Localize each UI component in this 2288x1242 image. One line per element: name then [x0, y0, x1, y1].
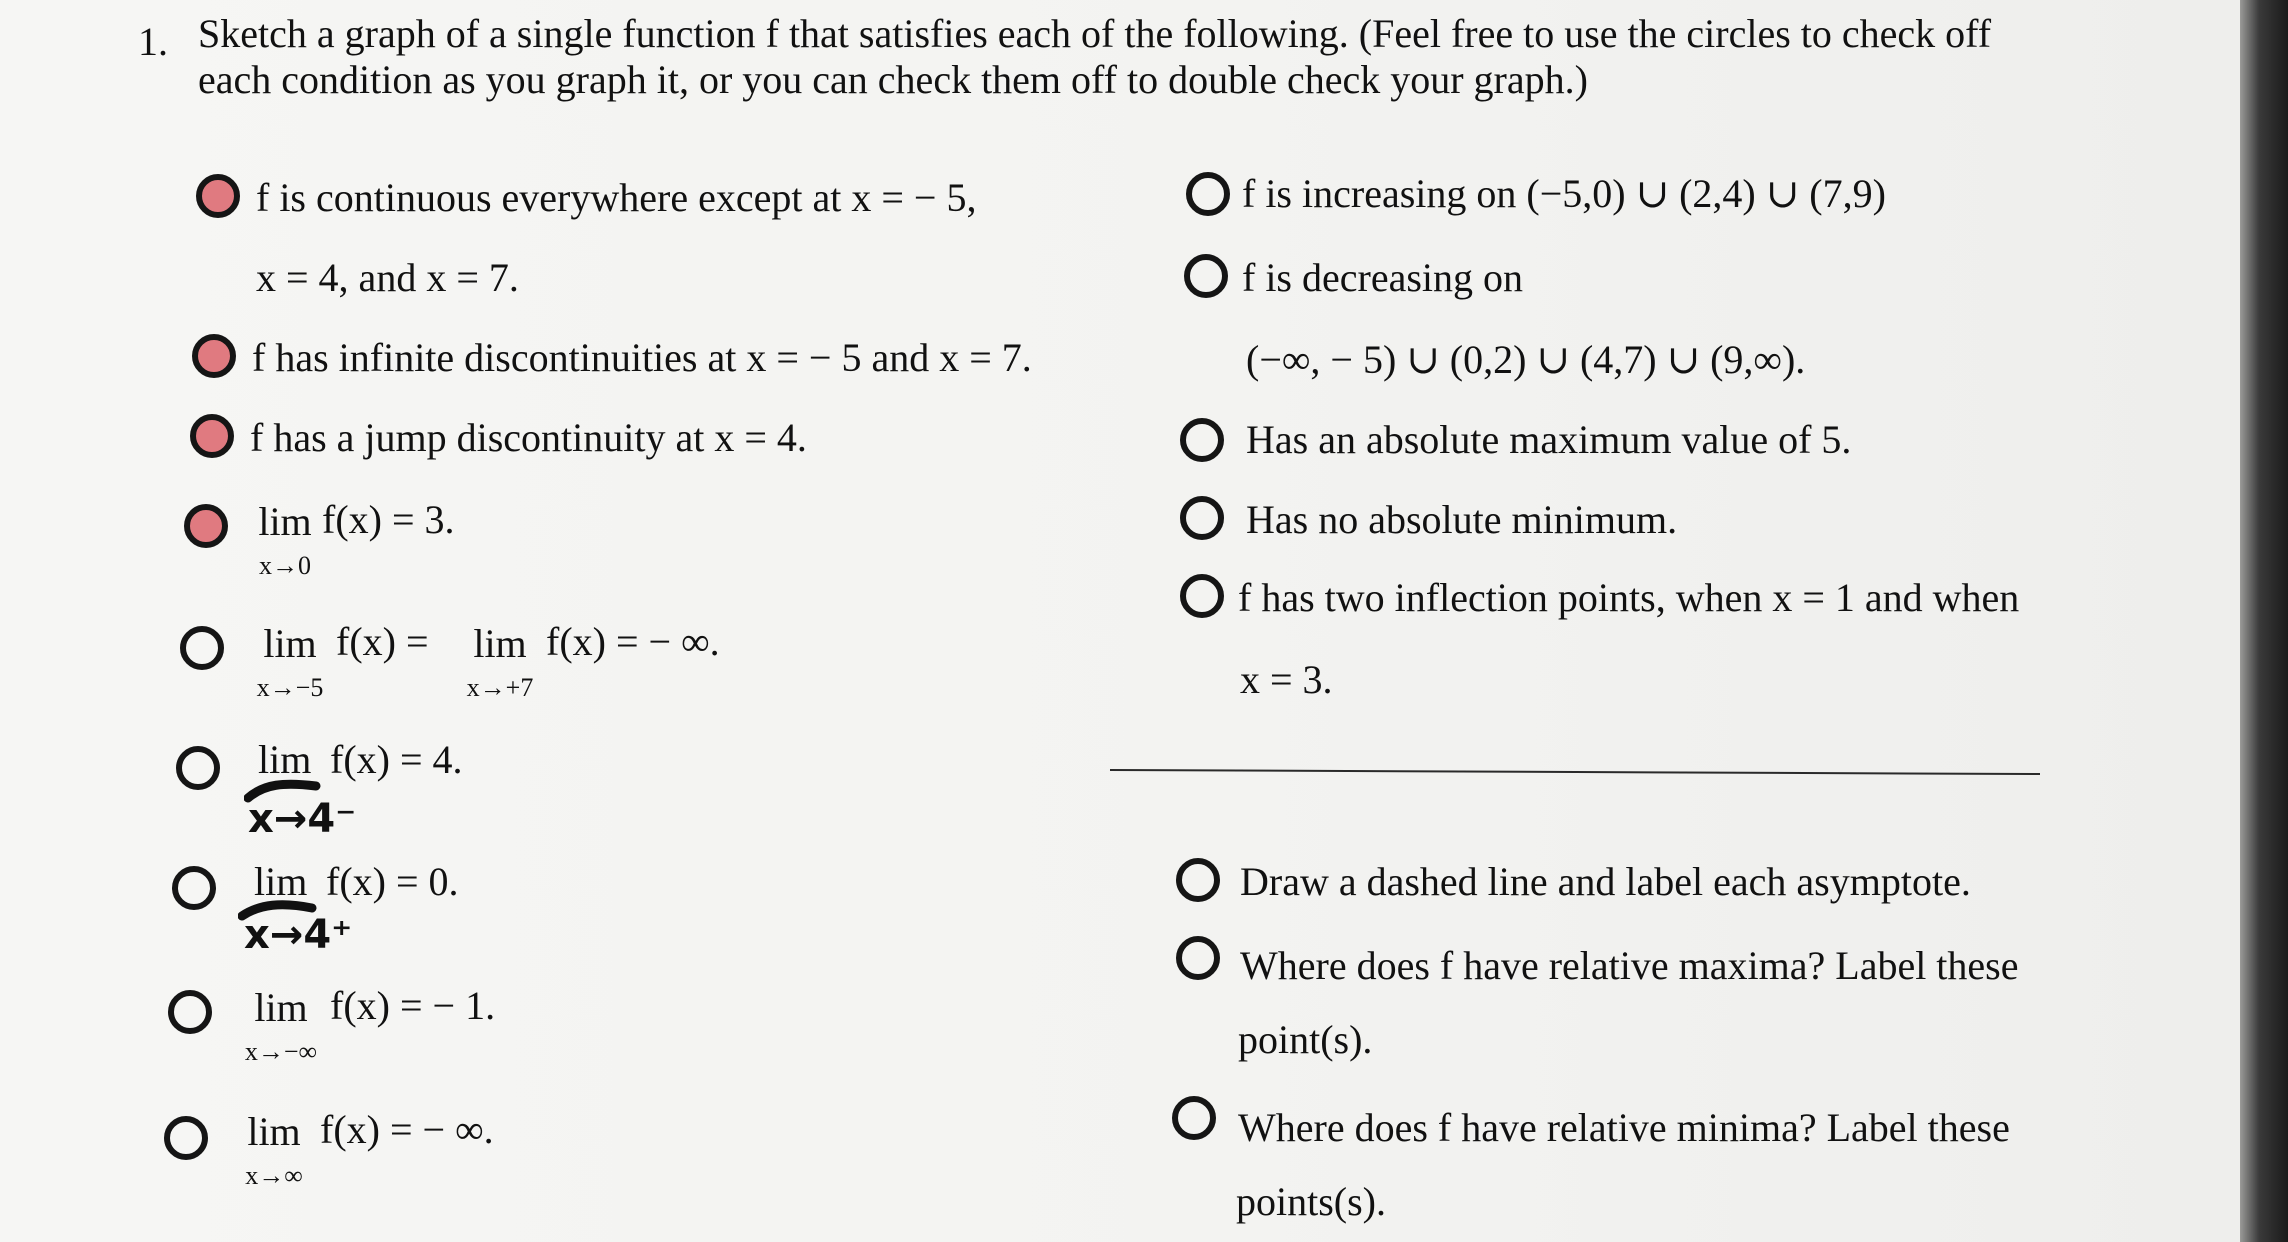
check-circle-increasing[interactable] — [1186, 172, 1230, 216]
limit-expression-4-left: f(x) = 4. — [330, 737, 463, 782]
limit-expression-neg-infinity-value: f(x) = − 1. — [330, 983, 496, 1028]
handwritten-subscript-4-left: x→4⁻ — [248, 796, 357, 842]
condition-continuous: f is continuous everywhere except at x = − 5, — [256, 175, 977, 220]
condition-inflection-points: f has two inflection points, when x = 1 and when — [1238, 575, 2020, 620]
check-circle-absolute-maximum[interactable] — [1180, 418, 1224, 462]
limit-operator-4-right: lim — [254, 859, 308, 904]
condition-continuous-cont: x = 4, and x = 7. — [256, 255, 519, 300]
limit-operator-infinity: lim x→∞ — [245, 1109, 303, 1190]
check-circle-jump-discontinuity[interactable] — [190, 414, 234, 458]
check-circle-continuous[interactable] — [196, 174, 240, 218]
limit-mid-expression: f(x) = — [336, 619, 429, 664]
scribble-mark — [238, 896, 318, 926]
condition-decreasing: f is decreasing on — [1242, 255, 1524, 300]
condition-infinite-discontinuities: f has infinite discontinuities at x = − 5 and x = 7. — [252, 335, 1032, 380]
limit-expression-infinity-value: f(x) = − ∞. — [320, 1107, 494, 1152]
condition-inflection-points-cont: x = 3. — [1240, 657, 1333, 702]
question-number: 1. — [138, 19, 168, 64]
page-edge — [2240, 0, 2288, 1242]
condition-jump-discontinuity: f has a jump discontinuity at x = 4. — [250, 415, 807, 460]
condition-increasing: f is increasing on (−5,0) ∪ (2,4) ∪ (7,9) — [1242, 171, 1886, 216]
scribble-mark — [244, 776, 324, 806]
check-circle-absolute-minimum[interactable] — [1180, 496, 1224, 540]
check-circle-lim-4-left[interactable] — [176, 746, 220, 790]
condition-absolute-maximum: Has an absolute maximum value of 5. — [1246, 417, 1852, 462]
question-line-1: Sketch a graph of a single function f that satisfies each of the following. (Feel free to use the circles to check off — [198, 11, 1992, 56]
limit-operator: lim x→0 — [258, 499, 312, 580]
question-line-2: each condition as you graph it, or you can check them off to double check your graph.) — [198, 57, 1588, 102]
task-relative-minima: Where does f have relative minima? Label these — [1238, 1105, 2010, 1150]
handwritten-subscript-4-right: x→4⁺ — [244, 912, 353, 958]
task-relative-maxima: Where does f have relative maxima? Label these — [1240, 943, 2019, 988]
limit-operator-neg-infinity: lim x→−∞ — [244, 985, 318, 1066]
condition-absolute-minimum: Has no absolute minimum. — [1246, 497, 1678, 542]
check-circle-inflection-points[interactable] — [1180, 574, 1224, 618]
check-circle-relative-minima[interactable] — [1172, 1096, 1216, 1140]
task-relative-maxima-cont: point(s). — [1238, 1017, 1373, 1062]
check-circle-lim-minus5-plus7[interactable] — [180, 626, 224, 670]
limit-operator-plus7: lim x→+7 — [466, 621, 534, 702]
task-relative-minima-cont: points(s). — [1236, 1179, 1386, 1224]
check-circle-lim-infinity[interactable] — [164, 1116, 208, 1160]
check-circle-lim-4-right[interactable] — [172, 866, 216, 910]
condition-decreasing-intervals: (−∞, − 5) ∪ (0,2) ∪ (4,7) ∪ (9,∞). — [1246, 337, 1806, 382]
check-circle-asymptotes[interactable] — [1176, 858, 1220, 902]
check-circle-decreasing[interactable] — [1184, 254, 1228, 298]
check-circle-lim-neg-infinity[interactable] — [168, 990, 212, 1034]
divider-line — [1110, 769, 2040, 775]
check-circle-lim-0[interactable] — [184, 504, 228, 548]
limit-expression-neg-infinity: f(x) = − ∞. — [546, 619, 720, 664]
limit-operator-4-left: lim — [258, 737, 312, 782]
check-circle-relative-maxima[interactable] — [1176, 936, 1220, 980]
limit-expression-4-right: f(x) = 0. — [326, 859, 459, 904]
task-asymptotes: Draw a dashed line and label each asymptote. — [1240, 859, 1971, 904]
limit-expression-0: f(x) = 3. — [322, 497, 455, 542]
check-circle-infinite-discontinuities[interactable] — [192, 334, 236, 378]
limit-operator-minus5: lim x→−5 — [256, 621, 324, 702]
